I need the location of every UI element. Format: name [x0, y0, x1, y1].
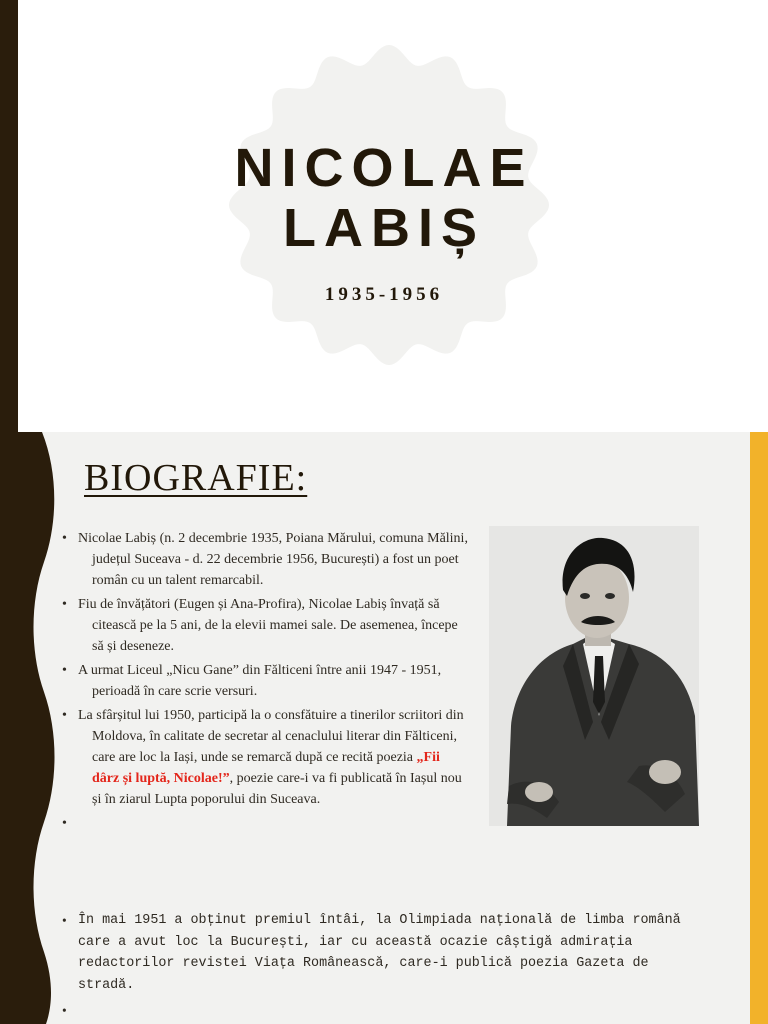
poem-title: „Fii dârz și luptă, Nicolae!”: [92, 750, 440, 786]
bullet-icon: •: [62, 816, 67, 831]
biography-list-lower: [62, 910, 702, 1018]
bullet-icon: •: [62, 597, 67, 612]
portrait-photo: [489, 526, 699, 826]
years-subtitle: 1935-1956: [324, 284, 444, 305]
list-item: • În mai 1951 a obținut premiul întâi, la Olimpiada națională de limba română care a avut loc la București, iar cu această ocazie câștigă admirația redactorilor revistei Viața Românească, care-i publică poezia Gazeta de stradă.: [62, 910, 702, 996]
bullet-icon: •: [62, 708, 67, 723]
title-line-1: NICOLAE: [234, 138, 534, 198]
list-item: • La sfârșitul lui 1950, participă la o consfătuire a tinerilor scriitori din Moldova, în calitate de secretar al cenaclului literar din Fălticeni, care are loc la Iași, unde se remarcă după ce recită poezia „Fii dârz și luptă, Nicolae!”, poezie care-i va fi publicată în Iașul nou și în ziarul Lupta poporului din Suceava.: [62, 705, 470, 810]
right-accent-bar: [750, 432, 768, 1024]
biography-list: [62, 528, 470, 837]
bullet-icon: •: [62, 913, 67, 928]
biography-slide: [0, 432, 768, 1024]
bullet-icon: •: [62, 663, 67, 678]
list-item: • A urmat Liceul „Nicu Gane” din Fălticeni între anii 1947 - 1951, perioadă în care scrie versuri.: [62, 660, 470, 702]
list-item: • Fiu de învățători (Eugen și Ana-Profira), Nicolae Labiș învață să citească pe la 5 ani, de la elevii mamei sale. De asemenea, începe să și deseneze.: [62, 594, 470, 657]
bullet-icon: •: [62, 531, 67, 546]
bullet-icon: •: [62, 1003, 67, 1018]
list-item-empty: [62, 813, 470, 834]
title-line-2: LABIȘ: [283, 198, 485, 258]
wavy-left-border: [0, 432, 60, 1024]
section-heading: BIOGRAFIE:: [84, 457, 308, 499]
list-item: • Nicolae Labiș (n. 2 decembrie 1935, Poiana Mărului, comuna Mălini, județul Suceava - d. 22 decembrie 1956, București) a fost un poet român cu un talent remarcabil.: [62, 528, 470, 591]
title-slide: [0, 0, 768, 432]
